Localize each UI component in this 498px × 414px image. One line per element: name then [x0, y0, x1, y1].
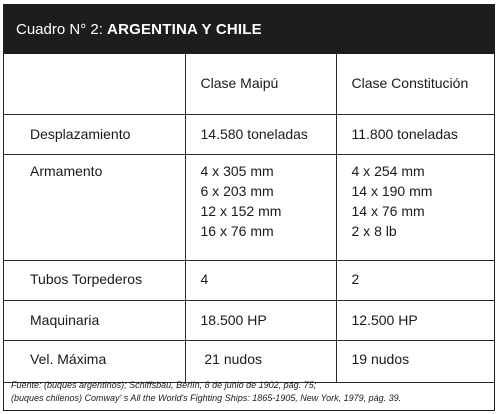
cell-value: 21 nudos	[200, 350, 262, 367]
cell-constitucion-tubos	[336, 260, 494, 300]
cell-value: 14.580 toneladas	[200, 125, 308, 142]
source-note	[11, 379, 491, 405]
table-card	[3, 4, 495, 411]
table-row	[4, 300, 494, 340]
table-row	[4, 114, 494, 154]
table-row	[4, 260, 494, 300]
cell-value: 19 nudos	[351, 350, 410, 367]
cell-value: 12 x 152 mm	[200, 202, 282, 219]
row-label-vel-maxima: Vel. Máxima	[4, 340, 185, 382]
table-number: Cuadro N° 2:	[16, 21, 108, 38]
column-header-maipu: Clase Maipú	[185, 54, 336, 114]
row-label-desplazamiento: Desplazamiento	[4, 114, 185, 154]
row-label-tubos-torpederos: Tubos Torpederos	[4, 260, 185, 300]
cell-value: 2 x 8 lb	[351, 222, 397, 239]
cell-value: 18.500 HP	[200, 311, 267, 328]
cell-maipu-tubos	[185, 260, 336, 300]
cell-value: 16 x 76 mm	[200, 222, 274, 239]
row-label-armamento: Armamento	[4, 154, 185, 260]
table-header	[4, 5, 494, 54]
cell-value: 6 x 203 mm	[200, 182, 274, 199]
table-row	[4, 154, 494, 260]
comparison-table	[4, 54, 494, 383]
cell-maipu-maquinaria	[185, 300, 336, 340]
cell-value: 4 x 305 mm	[200, 162, 274, 179]
column-header-constitucion: Clase Constitución	[336, 54, 494, 114]
cell-value: 14 x 76 mm	[351, 202, 425, 219]
row-label-maquinaria: Maquinaria	[4, 300, 185, 340]
source-line-1: Fuente: (buques argentinos); Schiffsbau, Berlín, 8 de junio de 1902, pág. 75;	[11, 380, 317, 390]
cell-maipu-armamento	[185, 154, 336, 260]
cell-constitucion-maquinaria	[336, 300, 494, 340]
table-row	[4, 340, 494, 382]
cell-constitucion-vel	[336, 340, 494, 382]
cell-constitucion-armamento	[336, 154, 494, 260]
cell-value: 4 x 254 mm	[351, 162, 425, 179]
cell-maipu-vel	[185, 340, 336, 382]
column-header-empty	[4, 54, 185, 114]
cell-value: 4	[200, 270, 209, 287]
cell-maipu-desplazamiento	[185, 114, 336, 154]
cell-value: 14 x 190 mm	[351, 182, 433, 199]
cell-constitucion-desplazamiento	[336, 114, 494, 154]
cell-value: 12.500 HP	[351, 311, 418, 328]
column-header-row	[4, 54, 494, 114]
cell-value: 11.800 toneladas	[351, 125, 458, 142]
cell-value: 2	[351, 270, 360, 287]
table-title: ARGENTINA Y CHILE	[107, 21, 262, 38]
source-line-2: (buques chilenos) Comway' s All the World's Fighting Ships: 1865-1905, New York, 1979, pág. 39.	[11, 393, 402, 403]
